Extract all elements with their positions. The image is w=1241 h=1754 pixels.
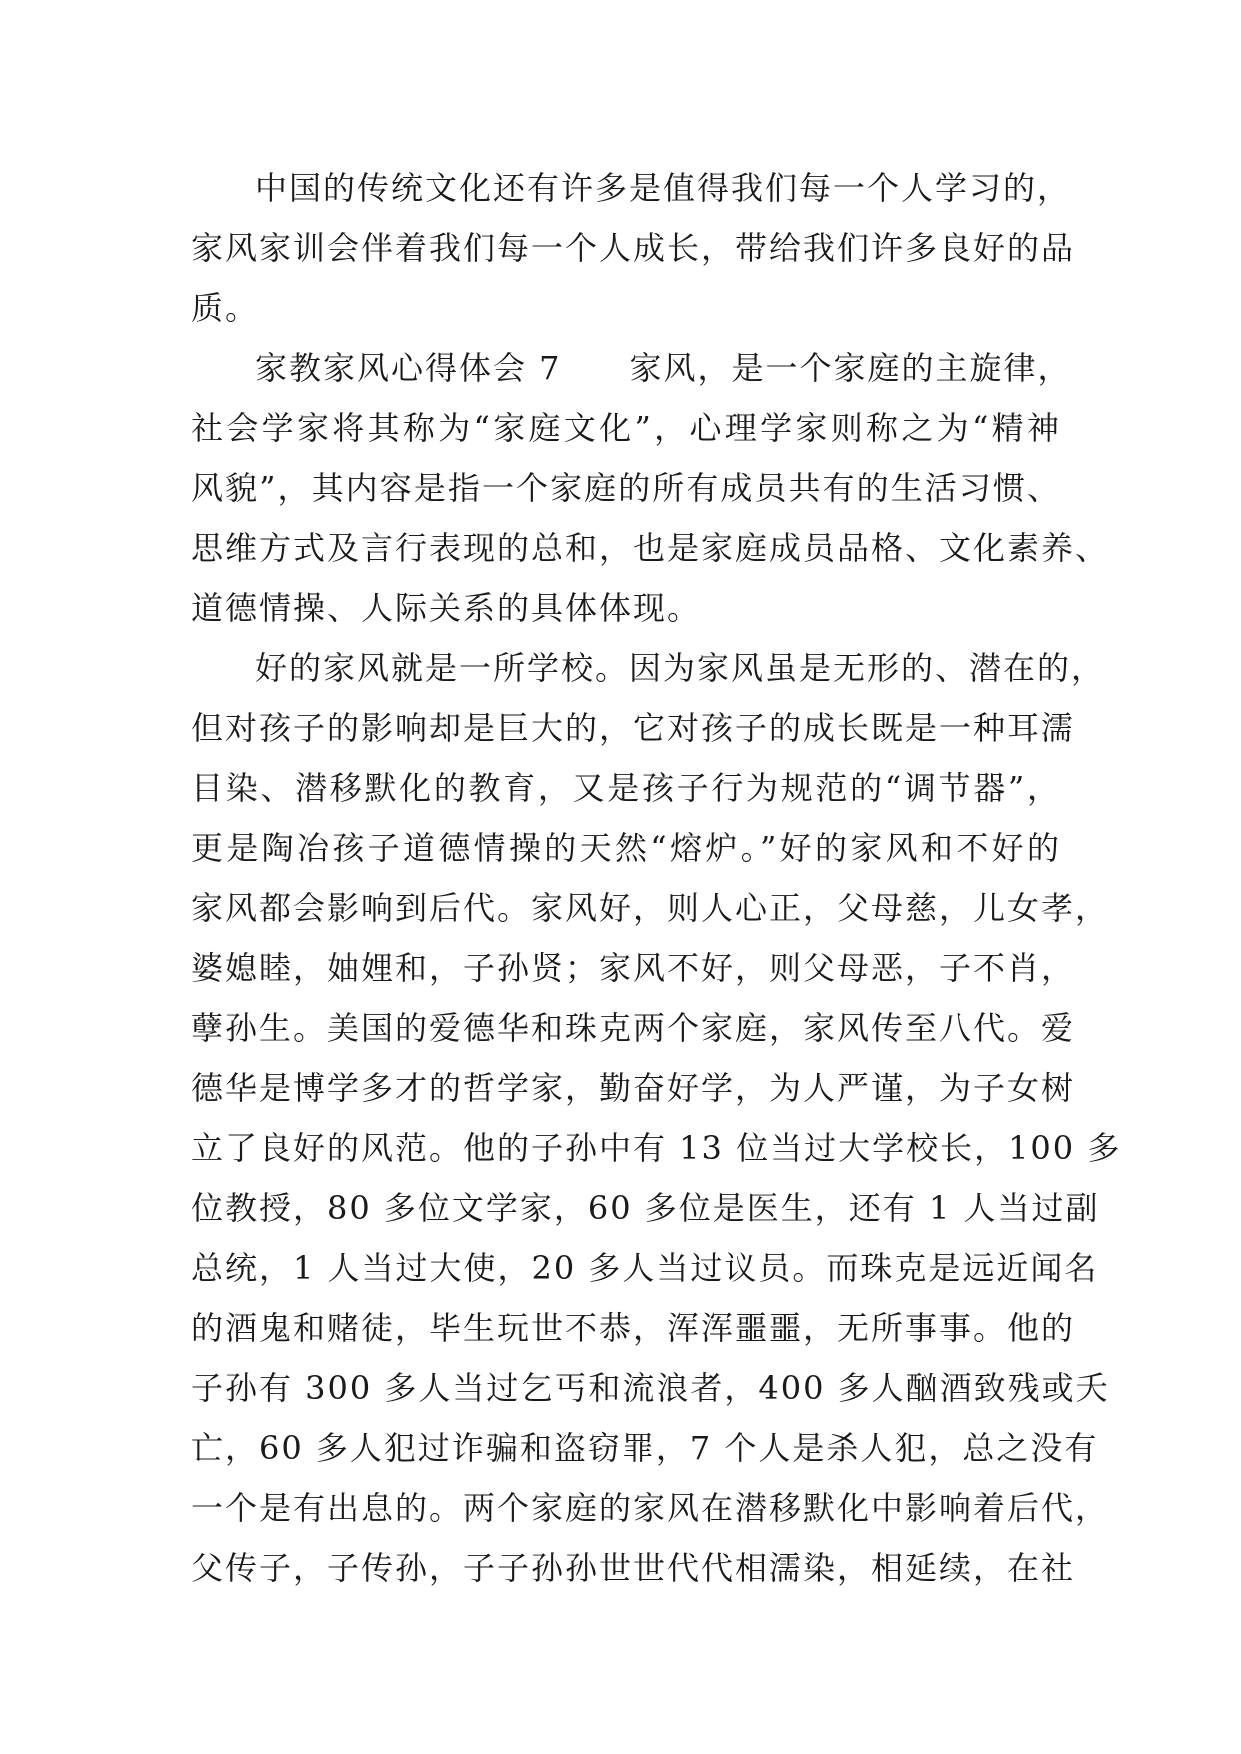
- text-line: 父传子，子传孙，子子孙孙世世代代相濡染，相延续，在社: [191, 1549, 1076, 1587]
- text-line: 总统，1 人当过大使，20 多人当过议员。而珠克是远近闻名: [191, 1249, 1099, 1287]
- text-line: 家教家风心得体会 7 家风，是一个家庭的主旋律，: [255, 349, 1072, 387]
- text-line: 但对孩子的影响却是巨大的，它对孩子的成长既是一种耳濡: [191, 709, 1076, 747]
- text-line: 子孙有 300 多人当过乞丐和流浪者，400 多人酗酒致残或夭: [191, 1369, 1110, 1407]
- text-line: 位教授，80 多位文学家，60 多位是医生，还有 1 人当过副: [191, 1189, 1100, 1227]
- text-line: 质。: [191, 289, 260, 327]
- text-line: 中国的传统文化还有许多是值得我们每一个人学习的，: [255, 169, 1072, 207]
- text-line: 好的家风就是一所学校。因为家风虽是无形的、潜在的，: [255, 649, 1106, 687]
- text-line: 孽孙生。美国的爱德华和珠克两个家庭，家风传至八代。爱: [191, 1009, 1076, 1047]
- text-line: 一个是有出息的。两个家庭的家风在潜移默化中影响着后代，: [191, 1489, 1110, 1527]
- text-line: 思维方式及言行表现的总和，也是家庭成员品格、文化素养、: [191, 529, 1110, 567]
- text-line: 婆媳睦，妯娌和，子孙贤；家风不好，则父母恶，子不肖，: [191, 949, 1076, 987]
- text-line: 立了良好的风范。他的子孙中有 13 位当过大学校长，100 多: [191, 1129, 1122, 1167]
- text-line: 德华是博学多才的哲学家，勤奋好学，为人严谨，为子女树: [191, 1069, 1076, 1107]
- text-line: 社会学家将其称为“家庭文化”，心理学家则称之为“精神: [191, 409, 1061, 447]
- body-text: [191, 158, 1122, 1598]
- text-line: 目染、潜移默化的教育，又是孩子行为规范的“调节器”，: [191, 769, 1061, 807]
- text-line: 家风都会影响到后代。家风好，则人心正，父母慈，儿女孝，: [191, 889, 1110, 927]
- text-line: 道德情操、人际关系的具体体现。: [191, 589, 702, 627]
- text-line: 风貌”，其内容是指一个家庭的所有成员共有的生活习惯、: [191, 469, 1061, 507]
- text-line: 更是陶冶孩子道德情操的天然“熔炉。”好的家风和不好的: [191, 829, 1061, 867]
- text-line: 家风家训会伴着我们每一个人成长，带给我们许多良好的品: [191, 229, 1076, 267]
- text-line: 的酒鬼和赌徒，毕生玩世不恭，浑浑噩噩，无所事事。他的: [191, 1309, 1076, 1347]
- text-line: 亡，60 多人犯过诈骗和盗窃罪，7 个人是杀人犯，总之没有: [191, 1429, 1099, 1467]
